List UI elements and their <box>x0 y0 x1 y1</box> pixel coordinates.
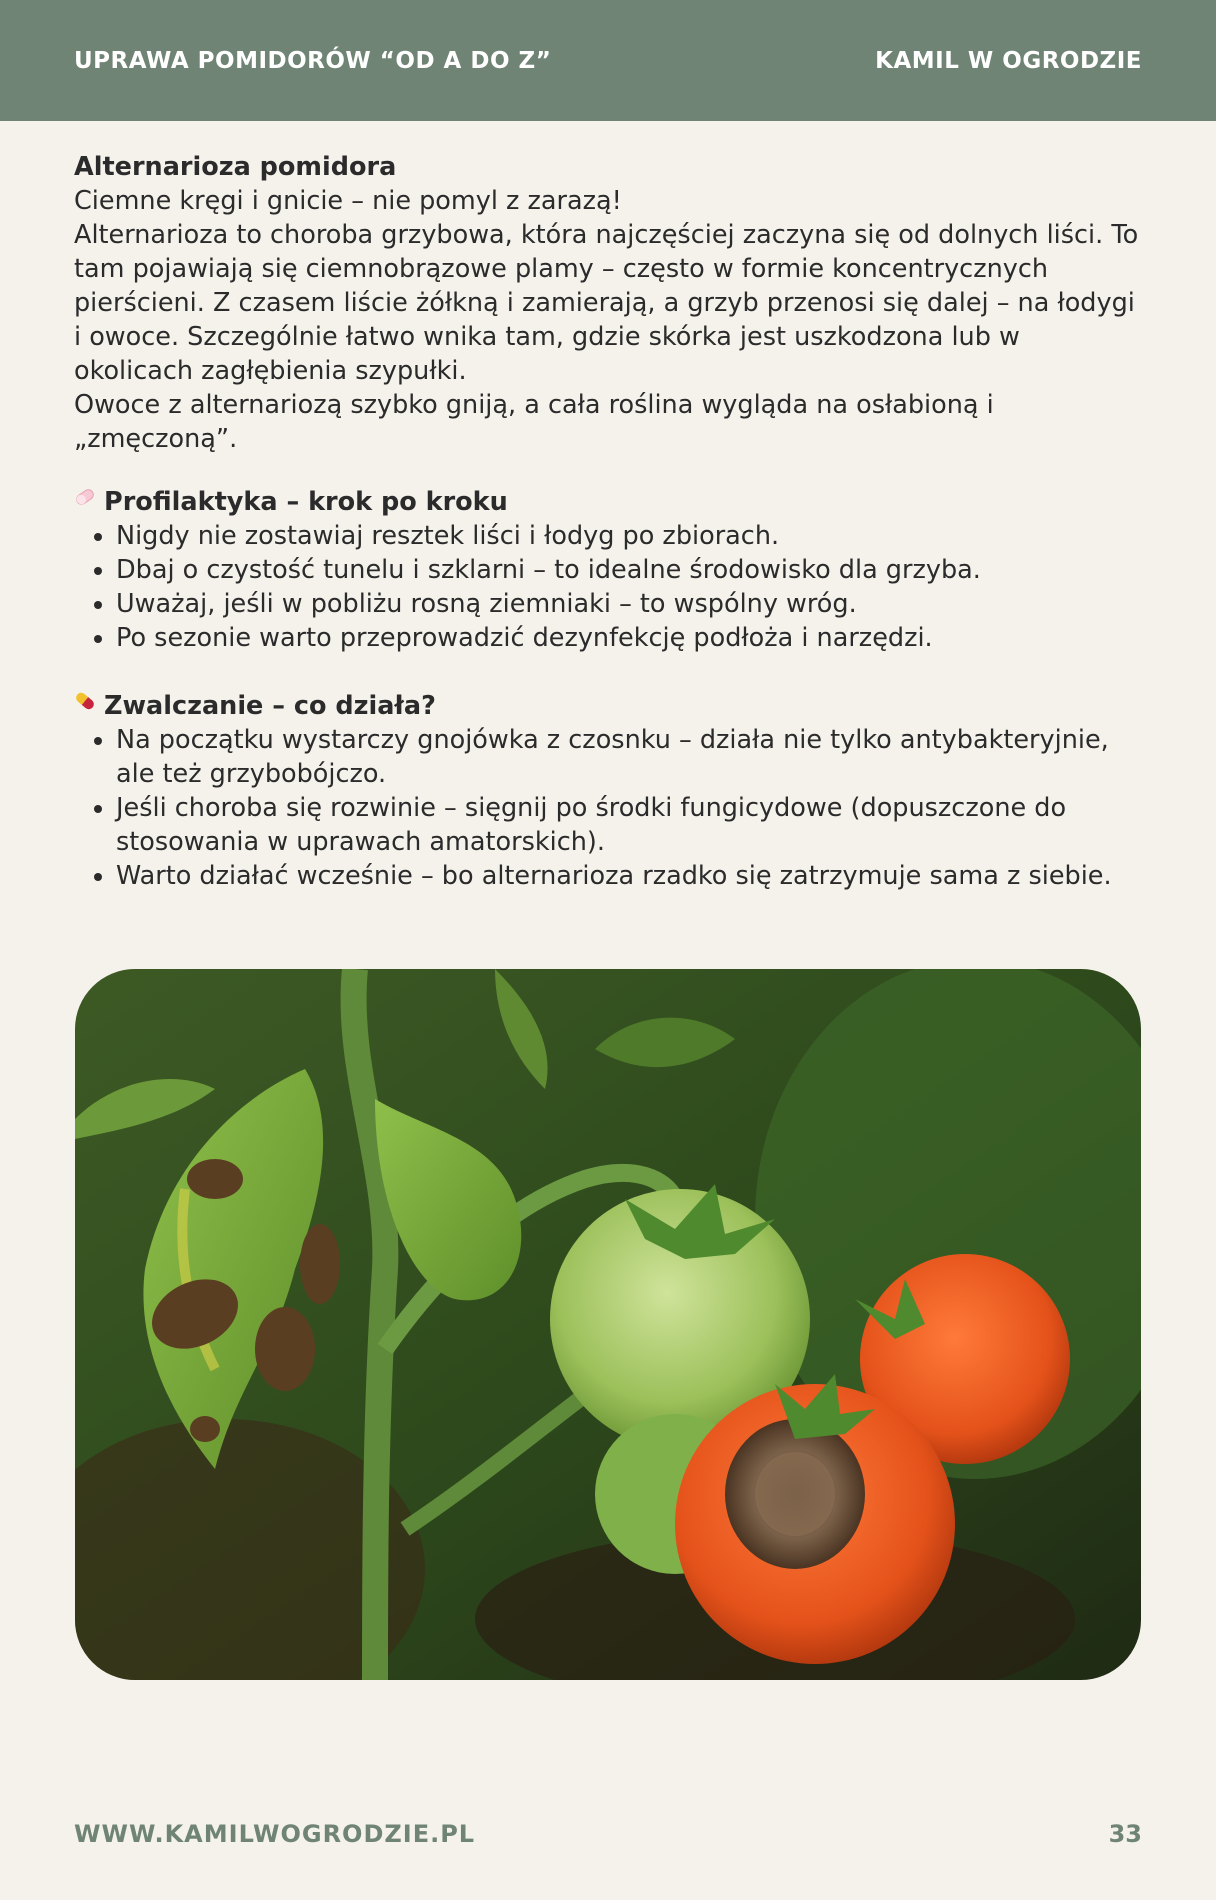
list-item: • Jeśli choroba się rozwinie – sięgnij po środki fungicydowe (dopuszczone do stosowania w uprawach amatorskich). <box>116 791 1144 859</box>
treatment-heading-text: Zwalczanie – co działa? <box>104 691 436 721</box>
pill-icon <box>74 485 98 519</box>
list-item: • Na początku wystarczy gnojówka z czosnku – działa nie tylko antybakteryjnie, ale też grzybobójczo. <box>116 723 1144 791</box>
website-link[interactable]: WWW.KAMILWOGRODZIE.PL <box>74 1820 476 1848</box>
capsule-icon <box>74 689 98 723</box>
tomato-plant-photo <box>75 969 1141 1680</box>
prevention-heading-text: Profilaktyka – krok po kroku <box>104 487 508 517</box>
treatment-list <box>74 723 1144 893</box>
list-item: • Uważaj, jeśli w pobliżu rosną ziemniaki – to wspólny wróg. <box>116 587 1144 621</box>
prevention-heading <box>74 485 1144 519</box>
book-title: UPRAWA POMIDORÓW “OD A DO Z” <box>74 47 552 74</box>
author-brand: KAMIL W OGRODZIE <box>875 47 1142 74</box>
article-title: Alternarioza pomidora <box>74 152 397 182</box>
article-body <box>74 150 1144 893</box>
page-number: 33 <box>1108 1820 1142 1848</box>
list-item: • Dbaj o czystość tunelu i szklarni – to idealne środowisko dla grzyba. <box>116 553 1144 587</box>
page-header <box>0 0 1216 121</box>
list-item: • Po sezonie warto przeprowadzić dezynfekcję podłoża i narzędzi. <box>116 621 1144 655</box>
treatment-heading <box>74 689 1144 723</box>
prevention-list <box>74 519 1144 655</box>
list-item: • Warto działać wcześnie – bo alternarioza rzadko się zatrzymuje sama z siebie. <box>116 859 1144 893</box>
article-paragraph-2: Owoce z alternariozą szybko gniją, a cała roślina wygląda na osłabioną i „zmęczoną”. <box>74 390 994 454</box>
article-subtitle: Ciemne kręgi i gnicie – nie pomyl z zarazą! <box>74 186 622 216</box>
article-paragraph-1: Alternarioza to choroba grzybowa, która najczęściej zaczyna się od dolnych liści. To tam pojawiają się ciemnobrązowe plamy – często w formie koncentrycznych pierścieni. Z czasem liście żółkną i zamierają, a grzyb przenosi się dalej – na łodygi i owoce. Szczególnie łatwo wnika tam, gdzie skórka jest uszkodzona lub w okolicach zagłębienia szypułki. <box>74 220 1139 386</box>
list-item: • Nigdy nie zostawiaj resztek liści i łodyg po zbiorach. <box>116 519 1144 553</box>
